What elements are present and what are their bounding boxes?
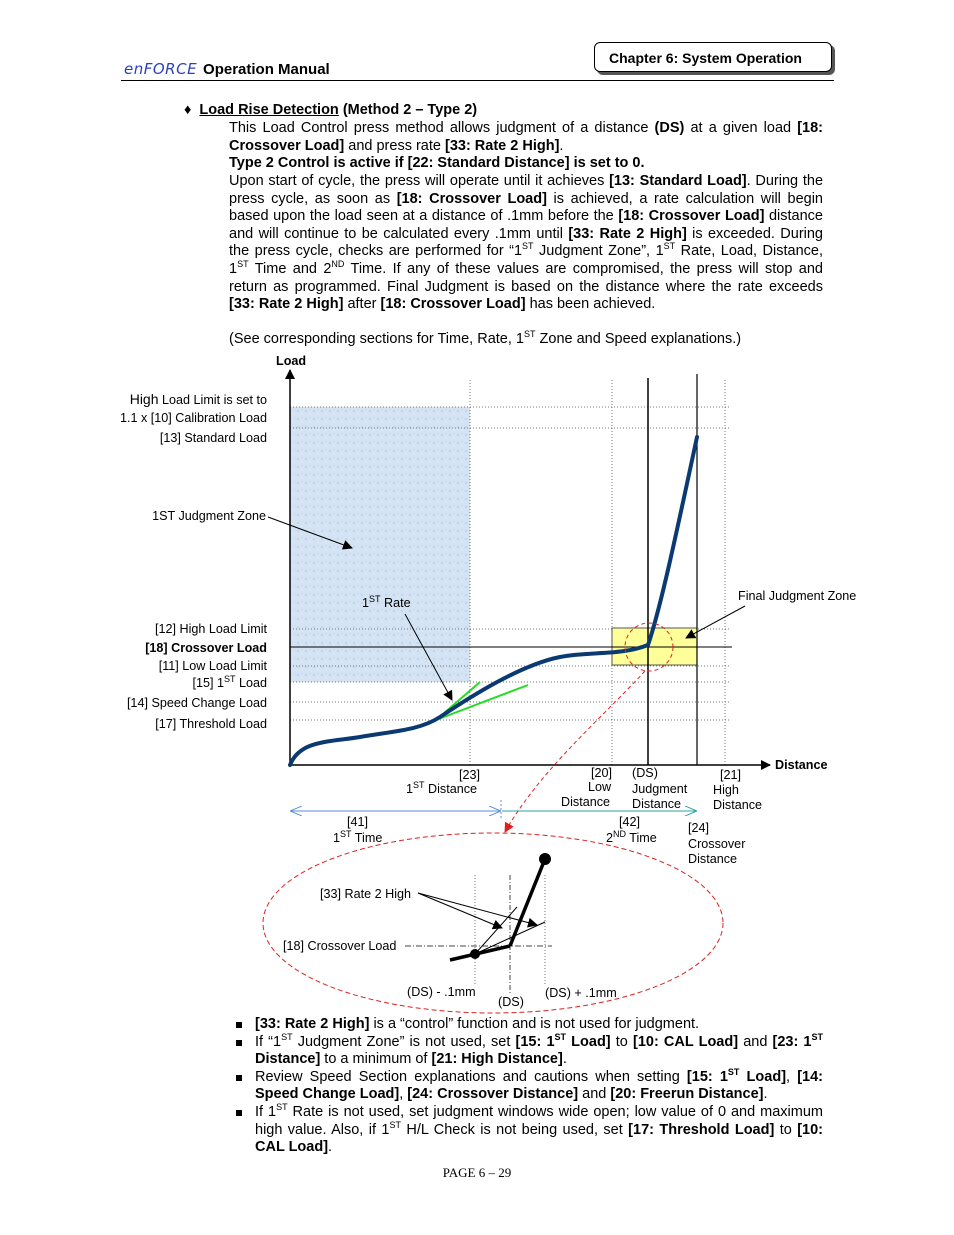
detail-point-high xyxy=(539,853,551,865)
detail-crossover-label: [18] Crossover Load xyxy=(283,939,397,953)
list-item: Review Speed Section explanations and cautions when setting [15: 1ST Load], [14: Speed Change Load], [24: Crossover Distance] and [20: Freerun Distance]. xyxy=(236,1069,823,1104)
high-label: High xyxy=(713,783,739,797)
section-method: (Method 2 – Type 2) xyxy=(342,102,478,118)
first-distance-label: 1ST Distance xyxy=(406,779,478,796)
section-title: Load Rise Detection xyxy=(199,102,339,118)
label-21: [21] xyxy=(720,768,742,782)
judgment-label: Judgment xyxy=(632,782,688,796)
final-zone-pointer xyxy=(686,606,745,638)
rate2-pointer-1 xyxy=(418,893,502,928)
crossover-distance-label: Distance xyxy=(688,852,737,866)
brand-logo: enFORCE xyxy=(124,60,198,78)
high-load-limit-label: [12] High Load Limit xyxy=(154,622,267,636)
ds-plus-label: (DS) + .1mm xyxy=(545,986,617,1000)
crossover-label: Crossover xyxy=(688,837,746,851)
judgment-zone-label: 1ST Judgment Zone xyxy=(152,509,266,523)
low-distance-label: Distance xyxy=(561,795,610,809)
label-20: [20] xyxy=(591,766,613,780)
threshold-label: [17] Threshold Load xyxy=(155,717,267,731)
crossover-load-label: [18] Crossover Load xyxy=(145,641,267,655)
page-number: PAGE 6 – 29 xyxy=(442,1165,512,1180)
label-23: [23] xyxy=(459,768,481,782)
first-load-label: [15] 1ST Load xyxy=(192,673,267,690)
high-distance-label: Distance xyxy=(713,798,762,812)
list-item: If 1ST Rate is not used, set judgment windows wide open; low value of 0 and maximum high value. Also, if 1ST H/L Check is not being used, set [17: Threshold Load] to [10: CAL Load]. xyxy=(236,1104,823,1157)
chapter-box: Chapter 6: System Operation xyxy=(594,42,832,72)
paragraph-4: (See corresponding sections for Time, Rate, 1ST Zone and Speed explanations.) xyxy=(229,329,742,347)
rate2-high-label: [33] Rate 2 High xyxy=(320,887,412,901)
first-judgment-zone xyxy=(290,407,470,682)
low-load-limit-label: [11] Low Load Limit xyxy=(158,659,267,673)
square-bullet-icon xyxy=(236,1075,242,1081)
high-load-label: High Load Limit is set to xyxy=(129,391,267,407)
final-zone-label: Final Judgment Zone xyxy=(738,589,857,603)
first-rate-label: 1ST Rate xyxy=(362,593,411,610)
second-time-label: 2ND Time xyxy=(606,828,657,845)
distance-lines xyxy=(470,380,725,765)
ds-detail-label: (DS) xyxy=(498,995,524,1009)
ds-minus-label: (DS) - .1mm xyxy=(407,985,476,999)
standard-load-label: [13] Standard Load xyxy=(159,431,267,445)
judgment-distance-label: Distance xyxy=(632,797,681,811)
paragraph-1: This Load Control press method allows judgment of a distance (DS) at a given load [18: Crossover Load] and press rate [33: Rate 2 High]. xyxy=(229,120,823,154)
square-bullet-icon xyxy=(236,1022,242,1028)
speed-change-label: [14] Speed Change Load xyxy=(126,696,267,710)
list-item: If “1ST Judgment Zone” is not used, set [15: 1ST Load] to [10: CAL Load] and [23: 1ST Distance] to a minimum of [21: High Distance]. xyxy=(236,1034,823,1069)
manual-title: Operation Manual xyxy=(203,61,330,78)
calibration-load-label: 1.1 x [10] Calibration Load xyxy=(119,411,267,425)
paragraph-3: Upon start of cycle, the press will operate until it achieves [13: Standard Load]. During the press cycle, as soon as [18: Crossover Load] is achieved, a rate calculation will begin based upon the load seen at a distance of .1mm before the [18: Crossover Load] distance and will continue to be calculated every .1mm until [33: Rate 2 High] is exceeded. During the press cycle, checks are performed for “1ST Judgment Zone”, 1ST Rate, Load, Distance, 1ST Time and 2ND Time. If any of these values are compromised, the press will stop and return as programmed. Final Judgment is based on the distance where the rate exceeds [33: Rate 2 High] after [18: Crossover Load] has been achieved. xyxy=(229,173,824,313)
rate2-pointer-2 xyxy=(418,893,537,925)
first-time-label: 1ST Time xyxy=(333,828,383,845)
notes-list xyxy=(236,1016,823,1157)
detail-curve-high xyxy=(510,859,545,946)
square-bullet-icon xyxy=(236,1040,242,1046)
diamond-bullet-icon: ♦ xyxy=(184,102,192,118)
label-24: [24] xyxy=(688,821,710,835)
paragraph-2: Type 2 Control is active if [22: Standard Distance] is set to 0. xyxy=(229,155,645,171)
label-42: [42] xyxy=(619,815,641,829)
square-bullet-icon xyxy=(236,1110,242,1116)
ds-label: (DS) xyxy=(632,766,658,780)
list-item: [33: Rate 2 High] is a “control” function and is not used for judgment. xyxy=(236,1016,823,1034)
x-axis-label: Distance xyxy=(775,758,828,772)
low-label: Low xyxy=(588,780,612,794)
label-41: [41] xyxy=(347,815,369,829)
y-axis-label: Load xyxy=(276,354,307,368)
